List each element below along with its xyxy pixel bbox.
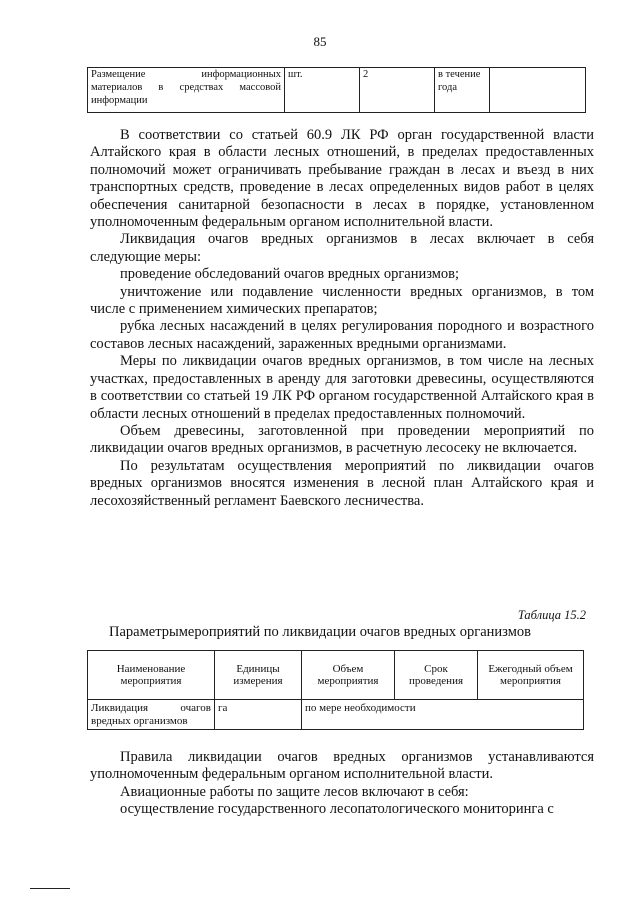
table-row [88,700,584,730]
table-cell-unit: шт. [285,68,360,113]
table-row [88,68,586,113]
paragraph: осуществление государственного лесопатологического мониторинга с [120,801,554,818]
paragraph: Меры по ликвидации очагов вредных организмов, в том числе на лесных участках, предоставленных в аренду для заготовки древесины, осуществляются в соответствии со статьей 19 ЛК РФ органом государственной Алтайского края в области лесных отношений в пределах предоставленных полномочий. [90,353,594,422]
header-term: Срок проведения [395,651,478,700]
measures-table-continued [87,67,586,113]
table-title: Параметрымероприятий по ликвидации очагов вредных организмов [109,624,531,640]
header-name: Наименование мероприятия [88,651,215,700]
paragraph: уничтожение или подавление численности вредных организмов, в том числе с применением химических препаратов; [90,283,594,318]
paragraph: Ликвидация очагов вредных организмов в лесах включает в себя следующие меры: [90,231,594,265]
paragraph: В соответствии со статьей 60.9 ЛК РФ орган государственной власти Алтайского края в области лесных отношений, в пределах предоставленных полномочий может ограничивать пребывание граждан в лесах и въезд в них транспортных средств, проведение в лесах определенных видов работ в целях обеспечения санитарной безопасности в лесах в порядке, установленном уполномоченным федеральным органом исполнительной власти. [90,127,594,231]
row-unit: га [215,700,302,730]
page-number: 85 [313,34,327,49]
paragraph: Объем древесины, заготовленной при проведении мероприятий по ликвидации очагов вредных организмов, в расчетную лесосеку не включается. [90,422,594,457]
footnote-divider [30,888,70,889]
paragraph: проведение обследований очагов вредных организмов; [120,266,460,283]
header-unit: Единицы измерения [215,651,302,700]
table-caption: Таблица 15.2 [517,608,586,622]
params-table [87,650,584,730]
bottom-text [90,749,594,819]
paragraph: Авиационные работы по защите лесов включают в себя: [120,783,469,800]
header-annual: Ежегодный объем мероприятия [478,651,584,700]
table-cell-volume: 2 [360,68,435,113]
row-name: Ликвидация очагов вредных организмов [88,700,215,730]
paragraph: Правила ликвидации очагов вредных организмов устанавливаются уполномоченным федеральным органом исполнительной власти. [90,749,594,783]
row-volume-term: по мере необходимости [302,700,584,730]
table-cell-annual [490,68,586,113]
table-cell-term: в течение года [435,68,490,113]
paragraph: По результатам осуществления мероприятий по ликвидации очагов вредных организмов вносятся изменения в лесной план Алтайского края и лесохозяйственный регламент Баевского лесничества. [90,457,594,509]
paragraph: рубка лесных насаждений в целях регулирования породного и возрастного составов лесных насаждений, зараженных вредными организмами. [90,318,594,352]
table-cell-measure: Размещение информационных материалов в средствах массовой информации [88,68,285,113]
main-text [90,127,594,510]
table-header-row [88,651,584,700]
header-volume: Объем мероприятия [302,651,395,700]
